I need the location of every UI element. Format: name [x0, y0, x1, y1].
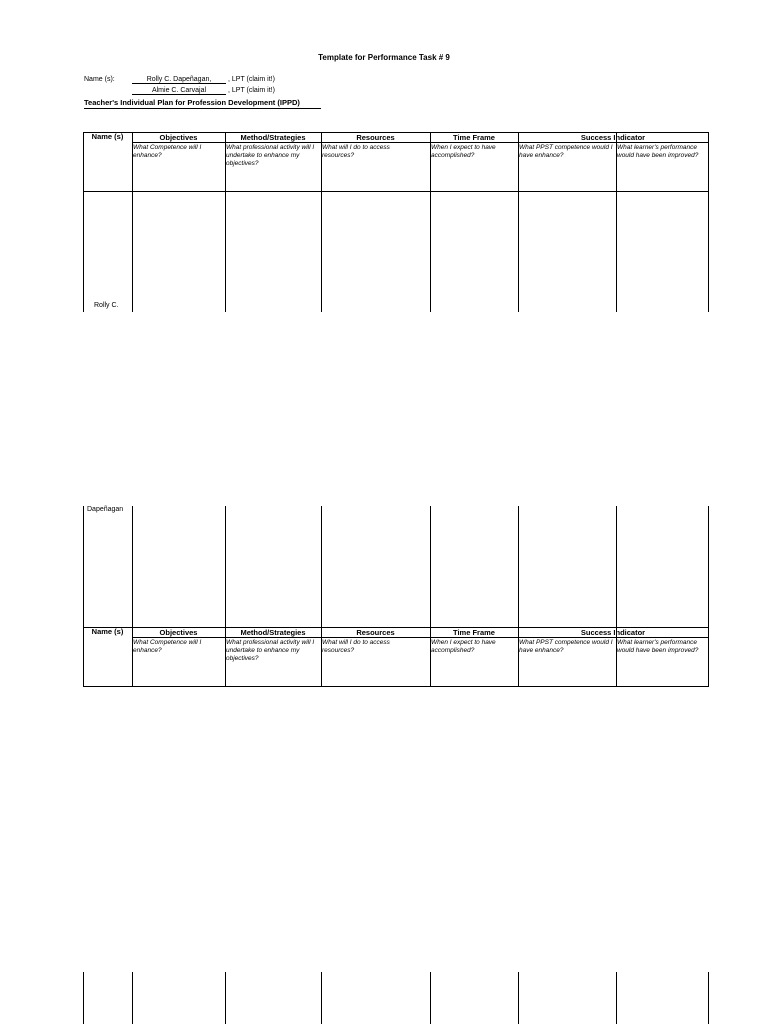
plan-title: Teacher's Individual Plan for Profession Development (IPPD): [84, 98, 321, 109]
header-resources-2: Resources: [356, 628, 395, 637]
header-method: Method/Strategies: [240, 133, 306, 142]
row-name-part1: Rolly C.: [94, 302, 119, 309]
row-name-part2: Dapeñagan: [87, 506, 124, 513]
names-label: Name (s):: [84, 76, 115, 83]
question-time-frame: When I expect to have accomplished?: [431, 144, 496, 159]
name-suffix-1: , LPT (claim it!): [228, 76, 275, 83]
question-ppst: What PPST competence would I have enhance?: [519, 144, 613, 159]
name-suffix-2: , LPT (claim it!): [228, 87, 275, 94]
page-title: Template for Performance Task # 9: [318, 53, 450, 62]
question-objectives-2: What Competence will I enhance?: [133, 639, 202, 654]
question-learner: What learner's performance would have been improved?: [617, 144, 699, 159]
question-method-2: What professional activity will I undertake to enhance my objectives?: [226, 639, 315, 662]
header-success-indicator: Success Indicator: [580, 133, 646, 142]
header-objectives: Objectives: [159, 133, 198, 142]
question-ppst-2: What PPST competence would I have enhance?: [519, 639, 613, 654]
name-entry-1: Rolly C. Dapeñagan,: [132, 76, 226, 84]
header-resources: Resources: [356, 133, 395, 142]
header-success-indicator-2: Success Indicator: [580, 628, 646, 637]
header-names: Name (s): [91, 132, 124, 141]
question-method: What professional activity will I undertake to enhance my objectives?: [226, 144, 315, 167]
name-entry-2: Almie C. Carvajal: [132, 87, 226, 95]
header-objectives-2: Objectives: [159, 628, 198, 637]
question-objectives: What Competence will I enhance?: [133, 144, 202, 159]
header-time-frame: Time Frame: [453, 133, 495, 142]
header-time-frame-2: Time Frame: [453, 628, 495, 637]
question-learner-2: What learner's performance would have been improved?: [617, 639, 699, 654]
header-method-2: Method/Strategies: [240, 628, 306, 637]
header-names-2: Name (s): [91, 627, 124, 636]
question-resources-2: What will I do to access resources?: [322, 639, 390, 654]
question-time-frame-2: When I expect to have accomplished?: [431, 639, 496, 654]
question-resources: What will I do to access resources?: [322, 144, 390, 159]
